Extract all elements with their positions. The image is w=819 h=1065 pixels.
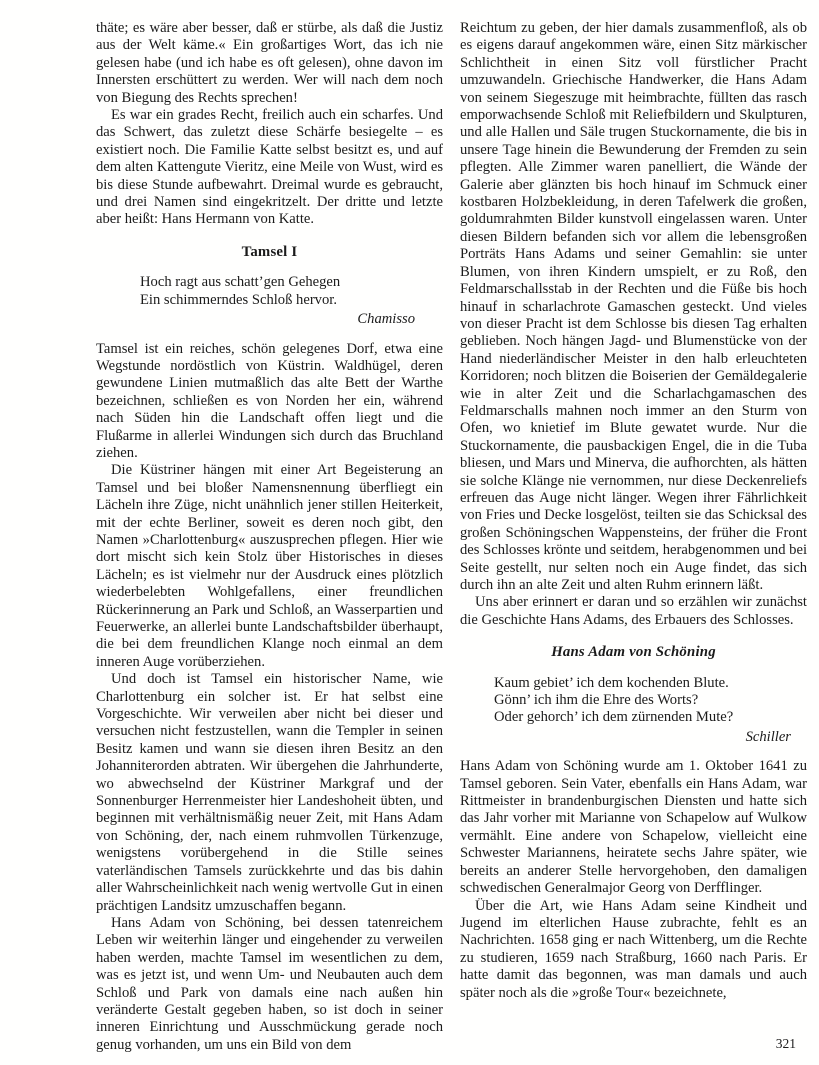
- epigraph-line: Gönn’ ich ihm die Ehre des Worts?: [494, 692, 699, 709]
- epigraph-line: Hoch ragt aus schatt’gen Gehegen: [140, 274, 341, 291]
- paragraph-geburt: Hans Adam von Schöning wurde am 1. Oktober 1641 zu Tamsel geboren. Sein Vater, ebenfalls ein Hans Adam, war Rittmeister in brandenburgischen Diensten und hatte sich das Jahr vorher mit Marianne von Schapelow auf Wulkow vermählt. Eine andere von Schapelow, vielleicht eine Schwester Mariannens, heiratete sechs Jahre später, wie bereits an anderer Stelle hervorgehoben, den damaligen schwedischen Generalmajor Georg von Derfflinger.: [460, 758, 807, 897]
- right-column: [460, 20, 807, 1054]
- epigraph-attribution: Schiller: [745, 728, 791, 745]
- paragraph-uns-aber: Uns aber erinnert er daran und so erzählen wir zunächst die Geschichte Hans Adams, des Erbauers des Schlosses.: [460, 594, 807, 628]
- page-content: [96, 20, 808, 1054]
- epigraph-chamisso: [96, 274, 443, 309]
- section-heading-tamsel: Tamsel I: [241, 243, 298, 260]
- paragraph-tamsel-dorf: Tamsel ist ein reiches, schön gelegenes Dorf, etwa eine Wegstunde nordöstlich von Küstrin. Waldhügel, deren gewundene Linien mutmaßlich das alte Bett der Warthe bezeichnen, schließen es von Norden her ein, während nach Süden hin die Landschaft offen liegt und die Flußarme in allerlei Windungen sich durch das Bruchland ziehen.: [96, 340, 443, 461]
- paragraph-katte-schwert: Es war ein grades Recht, freilich auch ein scharfes. Und das Schwert, das zuletzt diese Schärfe besiegelte – es existiert noch. Die Familie Katte selbst besitzt es, und auf dem alten Kattengute Vieritz, eine Meile von Wust, wird es bis diese Stunde aufbewahrt. Dreimal wurde es gebraucht, und drei Namen sind eingekritzelt. Der dritte und letzte aber heißt: Hans Hermann von Katte.: [96, 107, 443, 228]
- epigraph-schiller: [460, 675, 807, 727]
- left-column: [96, 20, 443, 1054]
- section-heading-schoening: Hans Adam von Schöning: [551, 644, 716, 661]
- page-number: 321: [775, 1036, 796, 1051]
- epigraph-line: Kaum gebiet’ ich dem kochenden Blute.: [494, 674, 729, 691]
- paragraph-historischer-name: Und doch ist Tamsel ein historischer Name, wie Charlottenburg ein solcher ist. Er hat selbst eine Vorgeschichte. Wir verweilen aber nicht bei dieser und versuchen nicht festzustellen, wann die Templer in seinen Besitz kamen und wann sie diesen ihren Besitz an den Johanniterorden abtraten. Wir übergehen die Jahrhunderte, wo abwechselnd der Küstriner Markgraf und der Sonnenburger Herrenmeister hier Landeshoheit übten, und beginnen mit verhältnismäßig neuer Zeit, mit Hans Adam von Schöning, der, nach einem ruhmvollen Türkenzuge, wenigstens vorübergehend in die Stille seines vaterländischen Tamsels zurückkehrte und das bis dahin aller Wahrscheinlichkeit nach wenig wertvolle Gut in einen prächtigen Landsitz umzuschaffen begann.: [96, 671, 443, 914]
- epigraph-line: Oder gehorch’ ich dem zürnenden Mute?: [494, 709, 734, 726]
- epigraph-line: Ein schimmerndes Schloß hervor.: [140, 291, 337, 308]
- paragraph-jugend: Über die Art, wie Hans Adam seine Kindheit und Jugend im elterlichen Hause zubrachte, fehlt es an Nachrichten. 1658 ging er nach Wittenberg, um die Rechte zu studieren, 1659 nach Straßburg, 1660 nach Paris. Er hatte damit das begonnen, was man damals und auch später noch als die »große Tour« bezeichnete,: [460, 897, 807, 1001]
- paragraph-hans-adam: Hans Adam von Schöning, bei dessen tatenreichem Leben wir weiterhin länger und eingehender zu verweilen haben werden, machte Tamsel im wesentlichen zu dem, was es jetzt ist, und wenn Um- und Neubauten auch dem Schloß und Park von damals eine nach außen hin veränderte Gestalt gegeben haben, so ist doch in seiner inneren Einrichtung und Ausschmückung gerade noch genug vorhanden, um uns ein Bild von dem: [96, 914, 443, 1053]
- paragraph-katte-continuation: thäte; es wäre aber besser, daß er stürbe, als daß die Justiz aus der Welt käme.« Ein großartiges Wort, das ich nie gelesen habe (und ich habe es oft gelesen), ohne davon im Innersten erschüttert zu werden. Wer will nach dem noch von Biegung des Rechts sprechen!: [96, 20, 443, 106]
- paragraph-kuestriner: Die Küstriner hängen mit einer Art Begeisterung an Tamsel und bei bloßer Namensnennung überfliegt ein Lächeln ihre Züge, nicht unähnlich jener stillen Heiterkeit, mit der echte Berliner, soweit es deren noch gibt, den Namen »Charlottenburg« auszusprechen pflegen. Hier wie dort mischt sich kein Stolz über Historisches in dieses Lächeln; es ist vielmehr nur der Ausdruck eines plötzlich wiederbelebten Wohlgefallens, einer freundlichen Rückerinnerung an Park und Schloß, an Wasserpartien und Feuerwerke, an allerlei bunte Landschaftsbilder überhaupt, die bei dem freundlichen Klange noch einmal an dem inneren Auge vorüberziehen.: [96, 462, 443, 670]
- paragraph-reichtum: Reichtum zu geben, der hier damals zusammenfloß, als ob es eigens darauf angekommen wäre, einen Sitz märkischer Schlichtheit in einen Sitz voll fürstlicher Pracht umzuwandeln. Griechische Handwerker, die Hans Adam von seinem Siegeszuge mit heimbrachte, füllten das rasch emporwachsende Schloß mit Reliefbildern und Skulpturen, und alle Hallen und Säle trugen Stuckornamente, die bis in unsere Tage hinein die Bewunderung der Fremden zu sein pflegten. Alle Zimmer waren panelliert, die Wände der Galerie aber glänzten bis hoch hinauf im Schmuck einer kostbaren Holzbekleidung, in deren Tafelwerk die großen, goldumrahmten Bilder kunstvoll eingelassen waren. Unter diesen Bildern befanden sich vor allem die lebensgroßen Porträts Hans Adams und seiner Gemahlin: sie unter Blumen, von ihren Kindern umspielt, er zu Roß, den Feldmarschallsstab in der Rechten und die Füße bis hoch hinauf in scharlachrote Gamaschen gesteckt. Und vieles von dieser Pracht ist dem Schlosse bis diesen Tag erhalten geblieben. Noch hängen Jagd- und Blumenstücke von der Hand niederländischer Meister in den halb erleuchteten Korridoren; noch blitzen die Boiserien der Gemäldegalerie wie in alter Zeit und die Scharlachgamaschen des Feldmarschalls mahnen noch immer an den Sturm von Ofen, wo knietief im Blute gewatet wurde. Nur die Stuckornamente, die pausbackigen Engel, die in die Tuba bliesen, und Mars und Minerva, die aufhorchten, als hätten sie solche Klänge nie vernommen, nur diese Deckenreliefs erfreuen das Auge nicht länger. Wegen ihrer Fährlichkeit von Fries und Decke losgelöst, teilten sie das Schicksal des großen Schöningschen Wappensteins, der früher die Front des Schlosses krönte und seitdem, herabgenommen und bei Seite gestellt, nur selten noch ein Auge findet, das sich durch ihn an alte Zeit und alten Ruhm erinnern läßt.: [460, 20, 807, 593]
- epigraph-attribution: Chamisso: [357, 311, 415, 328]
